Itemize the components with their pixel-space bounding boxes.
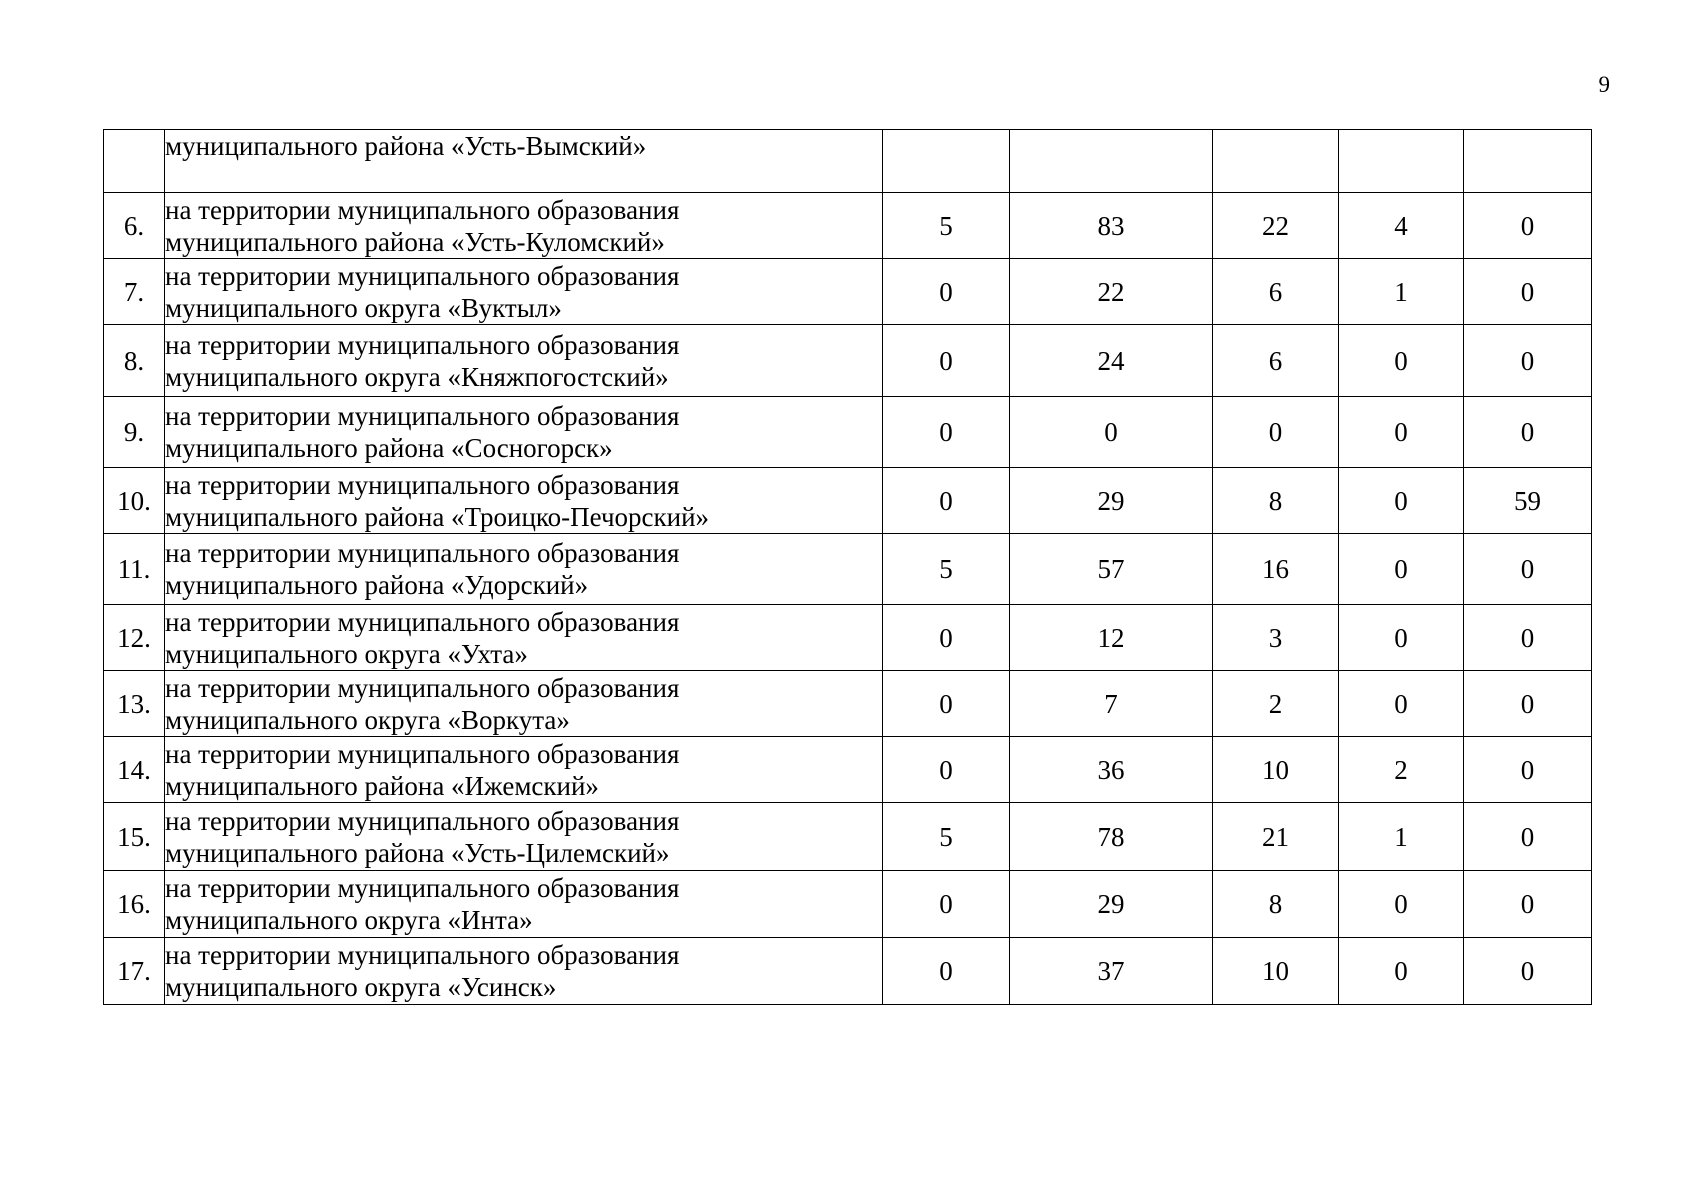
row-number-cell: 8. — [104, 325, 165, 397]
value-cell: 0 — [1339, 325, 1464, 397]
row-description-line: муниципального района «Сосногорск» — [165, 433, 613, 463]
value-cell: 6 — [1213, 259, 1339, 325]
row-description-line: муниципального района «Удорский» — [165, 570, 589, 600]
row-description-cell — [165, 259, 883, 325]
row-description-line: на территории муниципального образования — [165, 738, 680, 769]
value-cell: 0 — [1010, 397, 1213, 468]
value-cell: 0 — [1339, 671, 1464, 737]
row-description-cell — [165, 803, 883, 871]
row-description-line: муниципального района «Усть-Куломский» — [165, 226, 665, 257]
value-cell: 37 — [1010, 938, 1213, 1005]
row-description-line: муниципального района «Троицко-Печорский» — [165, 501, 710, 532]
value-cell: 29 — [1010, 468, 1213, 534]
value-cell: 59 — [1464, 468, 1592, 534]
row-description-line: муниципального района «Ижемский» — [165, 770, 599, 801]
row-description-line: на территории муниципального образования — [165, 538, 680, 568]
value-cell: 5 — [883, 803, 1010, 871]
value-cell: 0 — [1213, 397, 1339, 468]
value-cell: 0 — [883, 468, 1010, 534]
value-cell: 2 — [1213, 671, 1339, 737]
value-cell: 0 — [883, 671, 1010, 737]
row-description-line: на территории муниципального образования — [165, 940, 680, 970]
table-row — [104, 325, 1592, 397]
value-cell: 0 — [1464, 803, 1592, 871]
value-cell: 0 — [1464, 325, 1592, 397]
table-row — [104, 803, 1592, 871]
value-cell: 24 — [1010, 325, 1213, 397]
row-description-line: на территории муниципального образования — [165, 469, 680, 500]
table-row — [104, 605, 1592, 671]
table-row-continued — [104, 130, 1592, 193]
row-description-line: муниципального округа «Вуктыл» — [165, 292, 562, 323]
value-cell: 0 — [883, 325, 1010, 397]
value-cell: 78 — [1010, 803, 1213, 871]
value-cell: 4 — [1339, 193, 1464, 259]
row-number-cell: 14. — [104, 737, 165, 803]
row-number-cell: 13. — [104, 671, 165, 737]
table-row — [104, 397, 1592, 468]
row-description-cell — [165, 397, 883, 468]
value-cell: 0 — [1339, 468, 1464, 534]
value-cell — [1010, 130, 1213, 193]
row-description-line: на территории муниципального образования — [165, 329, 680, 360]
row-description-cell — [165, 671, 883, 737]
value-cell: 2 — [1339, 737, 1464, 803]
row-description-line: муниципального района «Усть-Цилемский» — [165, 837, 670, 868]
value-cell: 21 — [1213, 803, 1339, 871]
table-row — [104, 938, 1592, 1005]
value-cell: 36 — [1010, 737, 1213, 803]
row-number-cell: 9. — [104, 397, 165, 468]
row-description-line: на территории муниципального образования — [165, 260, 680, 291]
value-cell: 0 — [883, 938, 1010, 1005]
row-description-line: муниципального округа «Усинск» — [165, 972, 557, 1002]
table-body — [104, 130, 1592, 1005]
value-cell: 83 — [1010, 193, 1213, 259]
value-cell: 0 — [883, 605, 1010, 671]
row-description-cell — [165, 468, 883, 534]
value-cell: 5 — [883, 534, 1010, 605]
value-cell: 1 — [1339, 803, 1464, 871]
row-description-line: муниципального округа «Княжпогостский» — [165, 361, 669, 392]
value-cell: 22 — [1010, 259, 1213, 325]
value-cell: 0 — [883, 397, 1010, 468]
row-description-line: на территории муниципального образования — [165, 401, 680, 431]
value-cell: 0 — [1464, 671, 1592, 737]
row-description-cell — [165, 938, 883, 1005]
row-number-cell: 17. — [104, 938, 165, 1005]
row-description-cell — [165, 130, 883, 193]
value-cell: 0 — [1464, 534, 1592, 605]
row-description-cell — [165, 605, 883, 671]
value-cell — [883, 130, 1010, 193]
row-number-cell: 6. — [104, 193, 165, 259]
value-cell: 5 — [883, 193, 1010, 259]
row-description-line: на территории муниципального образования — [165, 805, 680, 836]
row-number-cell: 10. — [104, 468, 165, 534]
row-number-cell: 12. — [104, 605, 165, 671]
row-description-line: на территории муниципального образования — [165, 606, 680, 637]
value-cell: 22 — [1213, 193, 1339, 259]
value-cell — [1339, 130, 1464, 193]
row-description-line: муниципального округа «Инта» — [165, 905, 533, 935]
value-cell: 0 — [1464, 938, 1592, 1005]
row-description-cell — [165, 534, 883, 605]
row-number-cell: 15. — [104, 803, 165, 871]
table-row — [104, 468, 1592, 534]
value-cell: 12 — [1010, 605, 1213, 671]
table-row — [104, 193, 1592, 259]
value-cell: 10 — [1213, 737, 1339, 803]
value-cell: 6 — [1213, 325, 1339, 397]
data-table — [103, 129, 1592, 1005]
value-cell — [1213, 130, 1339, 193]
row-number-cell — [104, 130, 165, 193]
value-cell: 8 — [1213, 871, 1339, 938]
value-cell: 0 — [1464, 259, 1592, 325]
value-cell: 0 — [1339, 605, 1464, 671]
row-description-cell — [165, 325, 883, 397]
value-cell: 0 — [1339, 871, 1464, 938]
row-number-cell: 11. — [104, 534, 165, 605]
value-cell: 0 — [1464, 605, 1592, 671]
value-cell: 10 — [1213, 938, 1339, 1005]
value-cell: 0 — [883, 737, 1010, 803]
row-number-cell: 7. — [104, 259, 165, 325]
row-description-line: на территории муниципального образования — [165, 672, 680, 703]
value-cell: 0 — [1464, 193, 1592, 259]
row-description-line: муниципального района «Усть-Вымский» — [165, 131, 647, 161]
page-number: 9 — [1598, 72, 1610, 97]
value-cell: 0 — [883, 871, 1010, 938]
value-cell: 0 — [1464, 397, 1592, 468]
value-cell: 0 — [1464, 737, 1592, 803]
value-cell: 8 — [1213, 468, 1339, 534]
value-cell: 0 — [1339, 534, 1464, 605]
row-description-cell — [165, 737, 883, 803]
value-cell: 7 — [1010, 671, 1213, 737]
value-cell: 0 — [1464, 871, 1592, 938]
value-cell — [1464, 130, 1592, 193]
row-number-cell: 16. — [104, 871, 165, 938]
value-cell: 0 — [1339, 397, 1464, 468]
table-row — [104, 871, 1592, 938]
value-cell: 1 — [1339, 259, 1464, 325]
table-row — [104, 534, 1592, 605]
row-description-line: муниципального округа «Ухта» — [165, 638, 528, 669]
value-cell: 3 — [1213, 605, 1339, 671]
row-description-line: на территории муниципального образования — [165, 194, 680, 225]
row-description-line: муниципального округа «Воркута» — [165, 704, 570, 735]
row-description-cell — [165, 193, 883, 259]
row-description-line: на территории муниципального образования — [165, 873, 680, 903]
value-cell: 0 — [883, 259, 1010, 325]
table-row — [104, 671, 1592, 737]
value-cell: 29 — [1010, 871, 1213, 938]
table-row — [104, 737, 1592, 803]
value-cell: 16 — [1213, 534, 1339, 605]
table-row — [104, 259, 1592, 325]
value-cell: 57 — [1010, 534, 1213, 605]
value-cell: 0 — [1339, 938, 1464, 1005]
row-description-cell — [165, 871, 883, 938]
